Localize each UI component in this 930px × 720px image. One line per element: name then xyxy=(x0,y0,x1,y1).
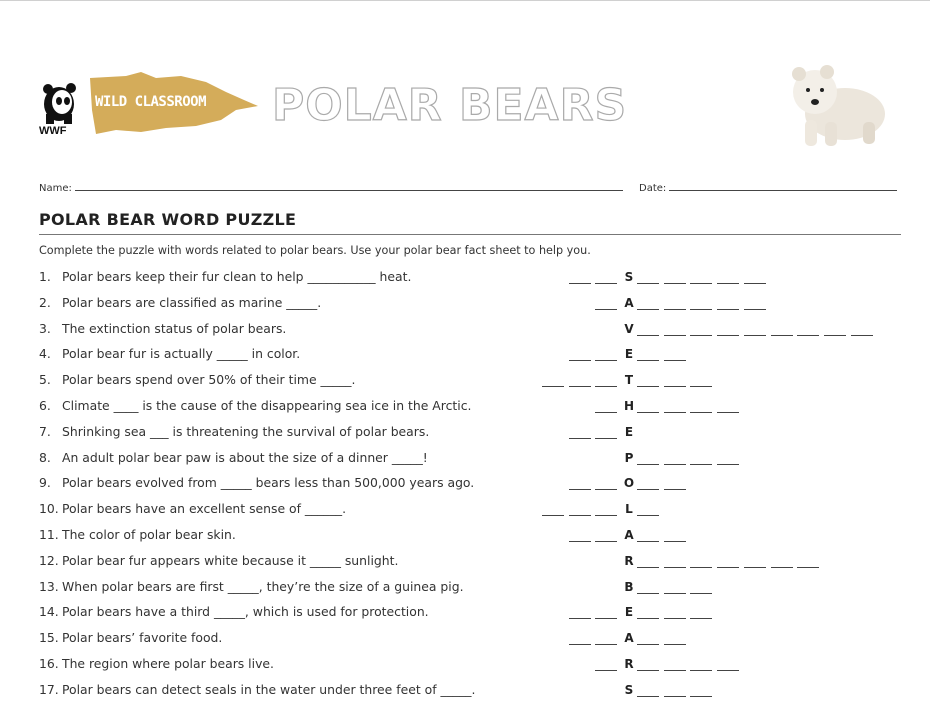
letter-blank[interactable] xyxy=(595,438,617,439)
letter-blank[interactable] xyxy=(797,335,819,336)
date-label: Date: xyxy=(639,183,667,194)
letter-blank[interactable] xyxy=(569,618,591,619)
letter-blank[interactable] xyxy=(569,283,591,284)
letter-blank[interactable] xyxy=(690,464,712,465)
given-letter: S xyxy=(624,682,634,697)
clue-row xyxy=(39,269,411,284)
clue-text: Polar bears evolved from _____ bears less than 500,000 years ago. xyxy=(62,475,475,491)
clue-row xyxy=(39,346,300,361)
given-letter: E xyxy=(624,424,634,439)
letter-blank[interactable] xyxy=(664,541,686,542)
given-letter: O xyxy=(623,476,635,491)
letter-blank[interactable] xyxy=(595,541,617,542)
letter-blank[interactable] xyxy=(569,360,591,361)
letter-blank[interactable] xyxy=(690,670,712,671)
given-letter: S xyxy=(624,270,634,284)
letter-blank[interactable] xyxy=(595,412,617,413)
given-letter: R xyxy=(624,657,634,671)
clue-number: 6. xyxy=(39,398,51,413)
clue-row xyxy=(39,604,429,619)
letter-blank[interactable] xyxy=(664,696,686,697)
letter-blank[interactable] xyxy=(637,644,659,645)
letter-blank[interactable] xyxy=(744,309,766,310)
clue-text: Polar bears’ favorite food. xyxy=(62,630,223,646)
letter-blank[interactable] xyxy=(664,593,686,594)
letter-blank[interactable] xyxy=(744,335,766,336)
letter-blank[interactable] xyxy=(637,386,659,387)
clue-text: Shrinking sea ___ is threatening the survival of polar bears. xyxy=(62,423,430,439)
clue-text: Polar bears can detect seals in the water under three feet of _____. xyxy=(62,681,476,697)
letter-blank[interactable] xyxy=(717,283,739,284)
clue-number: 1. xyxy=(39,269,51,284)
clue-text: Polar bears keep their fur clean to help ___________ heat. xyxy=(62,269,412,284)
letter-blank[interactable] xyxy=(637,309,659,310)
letter-blank[interactable] xyxy=(637,412,659,413)
letter-blank[interactable] xyxy=(717,412,739,413)
clue-number: 8. xyxy=(39,449,51,465)
letter-blank[interactable] xyxy=(637,515,659,516)
given-letter: A xyxy=(624,295,634,310)
letter-blank[interactable] xyxy=(744,283,766,284)
letter-blank[interactable] xyxy=(824,335,846,336)
letter-blank[interactable] xyxy=(569,438,591,439)
letter-blank[interactable] xyxy=(595,360,617,361)
letter-blank[interactable] xyxy=(595,283,617,284)
letter-blank[interactable] xyxy=(664,412,686,413)
given-letter: R xyxy=(624,553,634,568)
letter-blank[interactable] xyxy=(717,464,739,465)
clue-row xyxy=(39,579,464,594)
given-letter: E xyxy=(624,605,634,620)
clue-number: 13. xyxy=(39,578,59,594)
letter-blank[interactable] xyxy=(637,335,659,336)
letter-blank[interactable] xyxy=(637,593,659,594)
polar-bear-cub-image xyxy=(775,52,895,152)
name-line[interactable] xyxy=(75,181,623,191)
given-letter: L xyxy=(625,502,633,517)
clue-number: 14. xyxy=(39,604,59,620)
clue-row xyxy=(39,424,429,439)
letter-blank[interactable] xyxy=(637,567,659,568)
clue-number: 15. xyxy=(39,630,59,646)
clue-row xyxy=(39,321,286,336)
clue-number: 5. xyxy=(39,372,51,388)
letter-blank[interactable] xyxy=(595,386,617,387)
letter-blank[interactable] xyxy=(690,696,712,697)
letter-blank[interactable] xyxy=(717,309,739,310)
clue-number: 3. xyxy=(39,320,51,336)
letter-blank[interactable] xyxy=(569,515,591,516)
clue-row xyxy=(39,553,398,568)
letter-blank[interactable] xyxy=(664,489,686,490)
clue-row xyxy=(39,450,428,465)
given-letter: A xyxy=(624,631,634,646)
letter-blank[interactable] xyxy=(637,489,659,490)
clue-number: 9. xyxy=(39,475,51,491)
given-letter: V xyxy=(624,321,634,336)
clue-row xyxy=(39,372,355,387)
clue-number: 11. xyxy=(39,527,59,542)
clue-number: 4. xyxy=(39,346,51,362)
page-top-border xyxy=(0,0,930,1)
letter-blank[interactable] xyxy=(637,696,659,697)
page-title: POLAR BEARS xyxy=(272,80,628,131)
name-field[interactable] xyxy=(39,181,623,194)
letter-blank[interactable] xyxy=(664,386,686,387)
letter-blank[interactable] xyxy=(690,567,712,568)
letter-blank[interactable] xyxy=(797,567,819,568)
letter-blank[interactable] xyxy=(664,360,686,361)
letter-blank[interactable] xyxy=(542,386,564,387)
letter-blank[interactable] xyxy=(637,283,659,284)
clue-text: Polar bears are classified as marine _____. xyxy=(62,294,322,310)
wwf-logo-text: WWF xyxy=(39,125,67,137)
letter-blank[interactable] xyxy=(717,567,739,568)
clue-row xyxy=(39,398,471,413)
letter-blank[interactable] xyxy=(664,670,686,671)
clue-number: 17. xyxy=(39,681,59,697)
letter-blank[interactable] xyxy=(690,386,712,387)
clue-text: Polar bears spend over 50% of their time _____. xyxy=(62,372,356,388)
letter-blank[interactable] xyxy=(690,283,712,284)
letter-blank[interactable] xyxy=(690,335,712,336)
letter-blank[interactable] xyxy=(771,335,793,336)
clue-text: The extinction status of polar bears. xyxy=(62,320,287,336)
letter-blank[interactable] xyxy=(569,386,591,387)
given-letter: A xyxy=(624,528,634,542)
letter-blank[interactable] xyxy=(771,567,793,568)
clue-row xyxy=(39,656,274,671)
letter-blank[interactable] xyxy=(690,618,712,619)
clue-number: 7. xyxy=(39,423,51,439)
letter-blank[interactable] xyxy=(664,618,686,619)
letter-blank[interactable] xyxy=(664,644,686,645)
clue-text: The color of polar bear skin. xyxy=(62,527,236,542)
letter-blank[interactable] xyxy=(717,670,739,671)
letter-blank[interactable] xyxy=(569,489,591,490)
letter-blank[interactable] xyxy=(637,464,659,465)
letter-blank[interactable] xyxy=(664,335,686,336)
letter-blank[interactable] xyxy=(690,593,712,594)
clue-row xyxy=(39,475,474,490)
letter-blank[interactable] xyxy=(595,309,617,310)
date-line[interactable] xyxy=(669,181,897,191)
clue-text: When polar bears are first _____, they’re the size of a guinea pig. xyxy=(62,578,464,594)
letter-blank[interactable] xyxy=(637,670,659,671)
letter-blank[interactable] xyxy=(595,618,617,619)
clue-row xyxy=(39,682,475,697)
heading-divider xyxy=(39,234,901,235)
clue-text: Polar bears have a third _____, which is used for protection. xyxy=(62,604,429,620)
letter-blank[interactable] xyxy=(595,644,617,645)
clue-number: 2. xyxy=(39,294,51,310)
clue-text: An adult polar bear paw is about the size of a dinner _____! xyxy=(62,449,428,465)
letter-blank[interactable] xyxy=(569,541,591,542)
given-letter: T xyxy=(624,373,634,388)
section-heading: POLAR BEAR WORD PUZZLE xyxy=(39,210,297,229)
given-letter: E xyxy=(624,347,634,362)
clue-text: Climate ____ is the cause of the disappearing sea ice in the Arctic. xyxy=(62,398,472,413)
letter-blank[interactable] xyxy=(595,515,617,516)
letter-blank[interactable] xyxy=(595,670,617,671)
letter-blank[interactable] xyxy=(690,412,712,413)
clue-row xyxy=(39,630,222,645)
instructions: Complete the puzzle with words related to polar bears. Use your polar bear fact sheet to help you. xyxy=(39,244,591,257)
clue-number: 12. xyxy=(39,552,59,568)
clue-text: Polar bear fur appears white because it _____ sunlight. xyxy=(62,552,399,568)
letter-blank[interactable] xyxy=(569,644,591,645)
letter-blank[interactable] xyxy=(690,309,712,310)
letter-blank[interactable] xyxy=(595,489,617,490)
letter-blank[interactable] xyxy=(637,618,659,619)
letter-blank[interactable] xyxy=(664,567,686,568)
given-letter: B xyxy=(624,579,634,594)
letter-blank[interactable] xyxy=(664,309,686,310)
given-letter: P xyxy=(624,450,634,465)
letter-blank[interactable] xyxy=(664,283,686,284)
letter-blank[interactable] xyxy=(717,335,739,336)
clue-row xyxy=(39,501,346,516)
letter-blank[interactable] xyxy=(637,541,659,542)
given-letter: H xyxy=(623,399,635,413)
letter-blank[interactable] xyxy=(542,515,564,516)
name-label: Name: xyxy=(39,183,72,194)
clue-text: The region where polar bears live. xyxy=(62,656,274,671)
clue-row xyxy=(39,527,236,542)
clue-number: 16. xyxy=(39,656,59,671)
wild-classroom-label: WILD CLASSROOM xyxy=(95,94,207,110)
clue-text: Polar bear fur is actually _____ in color. xyxy=(62,346,301,362)
letter-blank[interactable] xyxy=(851,335,873,336)
letter-blank[interactable] xyxy=(664,464,686,465)
date-field[interactable] xyxy=(639,181,897,194)
letter-blank[interactable] xyxy=(637,360,659,361)
letter-blank[interactable] xyxy=(744,567,766,568)
clue-number: 10. xyxy=(39,501,59,517)
clue-text: Polar bears have an excellent sense of ______. xyxy=(62,501,347,517)
clue-row xyxy=(39,295,321,310)
